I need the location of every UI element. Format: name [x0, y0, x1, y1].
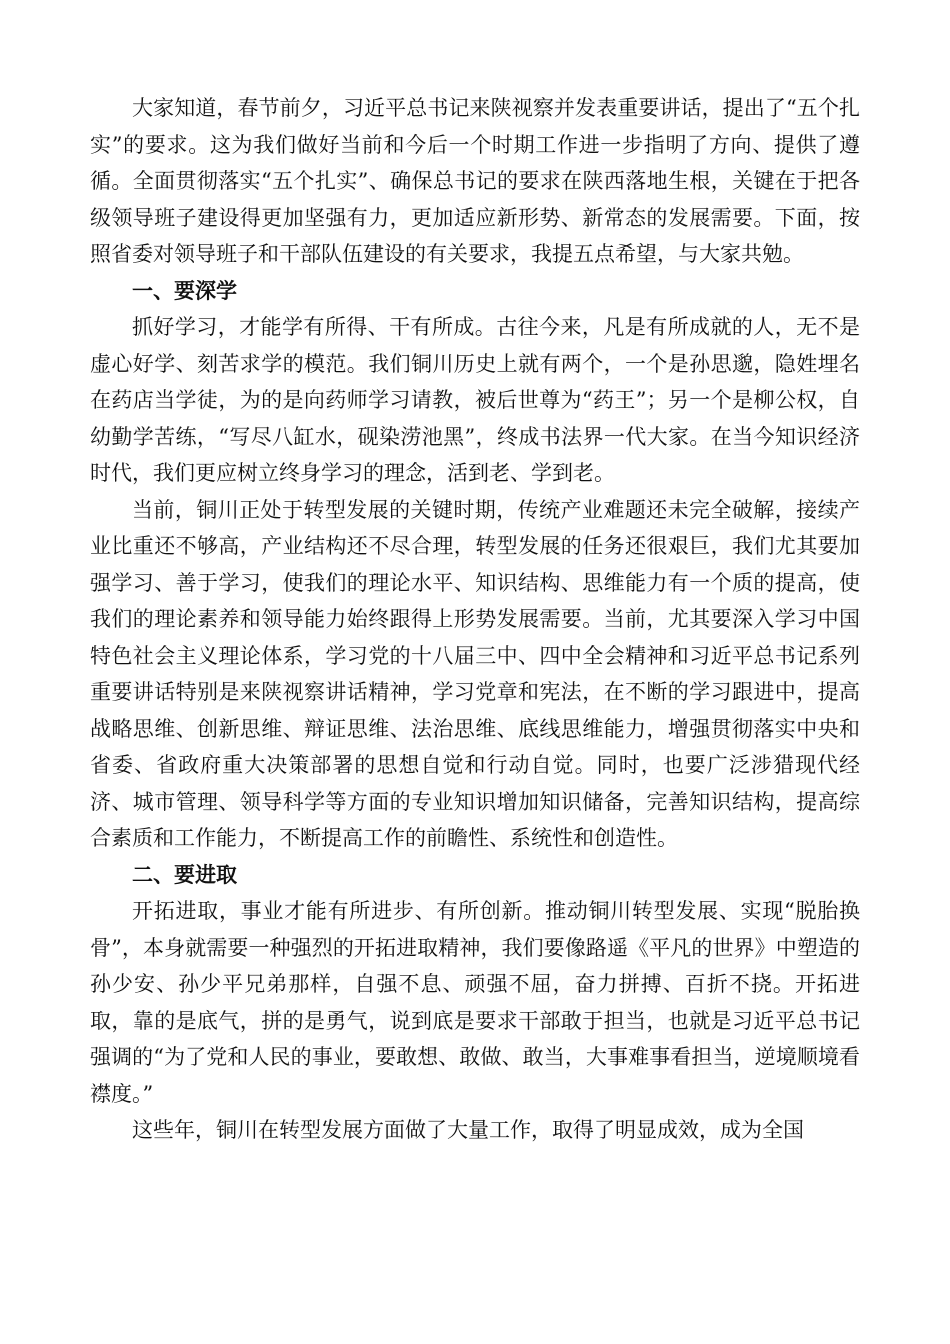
- section-heading-1: 一、要深学: [132, 278, 237, 303]
- paragraph-study-1: 抓好学习，才能学有所得、干有所成。古往今来，凡是有所成就的人，无不是虚心好学、刻苦求学的模范。我们铜川历史上就有两个，一个是孙思邈，隐姓埋名在药店当学徒，为的是向药师学习请教，被后世尊为“药王”；另一个是柳公权，自幼勤学苦练，“写尽八缸水，砚染涝池黑”，终成书法界一代大家。在当今知识经济时代，我们更应树立终身学习的理念，活到老、学到老。: [90, 315, 860, 485]
- paragraph-progress-2: 这些年，铜川在转型发展方面做了大量工作，取得了明显成效，成为全国: [132, 1118, 804, 1142]
- section-heading-2: 二、要进取: [132, 862, 237, 887]
- document-body: [90, 90, 860, 1149]
- paragraph-intro: 大家知道，春节前夕，习近平总书记来陕视察并发表重要讲话，提出了“五个扎实”的要求。这为我们做好当前和今后一个时期工作进一步指明了方向、提供了遵循。全面贯彻落实“五个扎实”、确保总书记的要求在陕西落地生根，关键在于把各级领导班子建设得更加坚强有力，更加适应新形势、新常态的发展需要。下面，按照省委对领导班子和干部队伍建设的有关要求，我提五点希望，与大家共勉。: [90, 96, 860, 266]
- paragraph-progress-1: 开拓进取，事业才能有所进步、有所创新。推动铜川转型发展、实现“脱胎换骨”，本身就需要一种强烈的开拓进取精神，我们要像路遥《平凡的世界》中塑造的孙少安、孙少平兄弟那样，自强不息、顽强不屈，奋力拼搏、百折不挠。开拓进取，靠的是底气，拼的是勇气，说到底是要求干部敢于担当，也就是习近平总书记强调的“为了党和人民的事业，要敢想、敢做、敢当，大事难事看担当，逆境顺境看襟度。”: [90, 899, 860, 1106]
- paragraph-study-2: 当前，铜川正处于转型发展的关键时期，传统产业难题还未完全破解，接续产业比重还不够高，产业结构还不尽合理，转型发展的任务还很艰巨，我们尤其要加强学习、善于学习，使我们的理论水平、知识结构、思维能力有一个质的提高，使我们的理论素养和领导能力始终跟得上形势发展需要。当前，尤其要深入学习中国特色社会主义理论体系，学习党的十八届三中、四中全会精神和习近平总书记系列重要讲话特别是来陕视察讲话精神，学习党章和宪法，在不断的学习跟进中，提高战略思维、创新思维、辩证思维、法治思维、底线思维能力，增强贯彻落实中央和省委、省政府重大决策部署的思想自觉和行动自觉。同时，也要广泛涉猎现代经济、城市管理、领导科学等方面的专业知识增加知识储备，完善知识结构，提高综合素质和工作能力，不断提高工作的前瞻性、系统性和创造性。: [90, 497, 860, 850]
